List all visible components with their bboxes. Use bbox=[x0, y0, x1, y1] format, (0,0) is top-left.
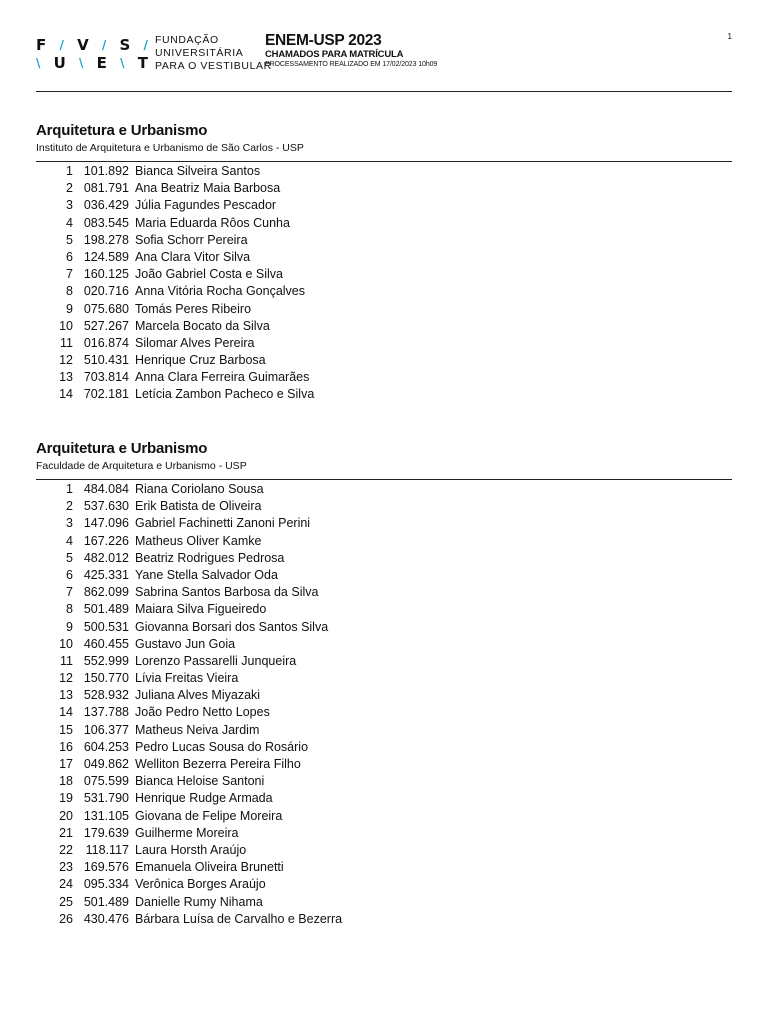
candidate-name: Henrique Cruz Barbosa bbox=[135, 353, 266, 368]
rank-number: 13 bbox=[59, 370, 73, 385]
candidate-name: João Pedro Netto Lopes bbox=[135, 705, 270, 720]
candidate-code: 083.545 bbox=[83, 215, 129, 230]
candidate-code: 167.226 bbox=[83, 533, 129, 548]
rank-number: 12 bbox=[59, 671, 73, 686]
table-row bbox=[36, 704, 732, 721]
candidate-code: 537.630 bbox=[83, 499, 129, 514]
rank-number: 16 bbox=[59, 739, 73, 754]
rank-number: 8 bbox=[66, 602, 73, 617]
table-row bbox=[36, 790, 732, 807]
logo-accent-mark: / bbox=[143, 38, 148, 52]
document-title-block bbox=[265, 33, 437, 70]
candidate-name: Júlia Fagundes Pescador bbox=[135, 198, 277, 213]
candidate-name: Emanuela Oliveira Brunetti bbox=[135, 860, 284, 875]
rank-number: 20 bbox=[59, 808, 73, 823]
table-row bbox=[36, 687, 732, 704]
candidate-code: 016.874 bbox=[83, 335, 129, 350]
institution-name: Faculdade de Arquitetura e Urbanismo - USP bbox=[36, 460, 247, 472]
foundation-name bbox=[155, 34, 272, 73]
document-title: ENEM-USP 2023 bbox=[265, 32, 382, 49]
candidate-name: Erik Batista de Oliveira bbox=[135, 499, 262, 514]
rank-number: 10 bbox=[59, 636, 73, 651]
table-row bbox=[36, 215, 732, 232]
course-title: Arquitetura e Urbanismo bbox=[36, 440, 208, 457]
rank-number: 13 bbox=[59, 688, 73, 703]
candidate-name: Giovana de Felipe Moreira bbox=[135, 808, 283, 823]
rank-number: 3 bbox=[66, 198, 73, 213]
rank-number: 12 bbox=[59, 353, 73, 368]
rank-number: 1 bbox=[66, 482, 73, 496]
rank-number: 9 bbox=[66, 619, 73, 634]
candidate-code: 160.125 bbox=[83, 267, 129, 282]
candidate-name: Guilherme Moreira bbox=[135, 825, 239, 840]
rank-number: 3 bbox=[66, 516, 73, 531]
table-row bbox=[36, 894, 732, 911]
table-row bbox=[36, 567, 732, 584]
table-row bbox=[36, 197, 732, 214]
candidate-code: 702.181 bbox=[83, 387, 129, 402]
candidate-code: 124.589 bbox=[83, 249, 129, 264]
course-section-1 bbox=[36, 122, 732, 404]
candidate-code: 020.716 bbox=[83, 284, 129, 299]
rank-number: 6 bbox=[66, 567, 73, 582]
rank-number: 5 bbox=[66, 550, 73, 565]
candidate-name: Bianca Heloise Santoni bbox=[135, 774, 265, 789]
candidate-code: 862.099 bbox=[83, 585, 129, 600]
rank-number: 2 bbox=[66, 499, 73, 514]
candidate-name: Pedro Lucas Sousa do Rosário bbox=[135, 739, 309, 754]
candidate-code: 081.791 bbox=[83, 181, 129, 196]
page-header bbox=[36, 30, 732, 74]
candidate-code: 528.932 bbox=[83, 688, 129, 703]
processing-timestamp: PROCESSAMENTO REALIZADO EM 17/02/2023 10h09 bbox=[265, 61, 438, 68]
table-row bbox=[36, 232, 732, 249]
table-row bbox=[36, 266, 732, 283]
table-row bbox=[36, 653, 732, 670]
candidate-code: 101.892 bbox=[83, 164, 129, 178]
logo-row-bottom bbox=[36, 54, 148, 72]
table-row bbox=[36, 739, 732, 756]
candidate-code: 106.377 bbox=[83, 722, 129, 737]
table-row bbox=[36, 756, 732, 773]
candidate-name: Bárbara Luísa de Carvalho e Bezerra bbox=[135, 911, 343, 926]
candidate-code: 131.105 bbox=[83, 808, 129, 823]
candidate-code: 147.096 bbox=[83, 516, 129, 531]
table-row bbox=[36, 515, 732, 532]
candidate-name: Giovanna Borsari dos Santos Silva bbox=[135, 619, 329, 634]
rank-number: 17 bbox=[59, 757, 73, 771]
table-row bbox=[36, 301, 732, 318]
logo-letter: T bbox=[137, 54, 148, 72]
candidate-code: 500.531 bbox=[83, 619, 129, 634]
header-divider bbox=[36, 91, 732, 92]
table-row bbox=[36, 481, 732, 498]
candidate-name: Anna Vitória Rocha Gonçalves bbox=[135, 284, 306, 299]
table-row bbox=[36, 352, 732, 369]
table-row bbox=[36, 722, 732, 739]
candidate-name: Maiara Silva Figueiredo bbox=[135, 602, 267, 617]
rank-number: 23 bbox=[59, 860, 73, 875]
logo-accent-mark: \ bbox=[79, 56, 84, 70]
foundation-line-1: FUNDAÇÃO bbox=[155, 34, 219, 46]
rank-number: 24 bbox=[59, 877, 73, 892]
candidate-name: Matheus Neiva Jardim bbox=[135, 722, 260, 737]
candidate-code: 036.429 bbox=[83, 198, 129, 213]
document-subtitle: CHAMADOS PARA MATRÍCULA bbox=[265, 49, 404, 60]
candidate-name: Danielle Rumy Nihama bbox=[135, 894, 263, 909]
candidate-code: 049.862 bbox=[83, 757, 129, 771]
table-row bbox=[36, 842, 732, 859]
table-row bbox=[36, 498, 732, 515]
logo-letter: S bbox=[119, 36, 131, 54]
candidate-code: 430.476 bbox=[83, 911, 129, 926]
table-row bbox=[36, 335, 732, 352]
candidate-code: 075.680 bbox=[83, 301, 129, 316]
rank-number: 1 bbox=[66, 164, 73, 178]
rank-number: 14 bbox=[59, 705, 73, 720]
candidate-code: 137.788 bbox=[83, 705, 129, 720]
candidate-code: 604.253 bbox=[83, 739, 129, 754]
candidate-code: 510.431 bbox=[83, 353, 129, 368]
candidate-name: Ana Beatriz Maia Barbosa bbox=[135, 181, 281, 196]
candidate-name: Gustavo Jun Goia bbox=[135, 636, 236, 651]
candidate-name: Gabriel Fachinetti Zanoni Perini bbox=[135, 516, 311, 531]
logo-letter: V bbox=[77, 36, 89, 54]
candidate-code: 425.331 bbox=[83, 567, 129, 582]
table-row bbox=[36, 318, 732, 335]
table-row bbox=[36, 249, 732, 266]
candidate-name: Verônica Borges Araújo bbox=[135, 877, 266, 892]
table-row bbox=[36, 636, 732, 653]
candidate-name: Yane Stella Salvador Oda bbox=[135, 567, 278, 582]
table-row bbox=[36, 584, 732, 601]
section-divider bbox=[36, 161, 732, 162]
table-row bbox=[36, 619, 732, 636]
table-row bbox=[36, 670, 732, 687]
logo-accent-mark: / bbox=[101, 38, 107, 52]
logo-letter: U bbox=[53, 54, 66, 72]
foundation-line-2: UNIVERSITÁRIA bbox=[155, 47, 244, 59]
candidate-name: Beatriz Rodrigues Pedrosa bbox=[135, 550, 285, 565]
candidate-code: 501.489 bbox=[83, 602, 129, 617]
candidate-name: Sabrina Santos Barbosa da Silva bbox=[135, 585, 319, 600]
table-row bbox=[36, 876, 732, 893]
candidate-code: 075.599 bbox=[83, 774, 129, 789]
candidate-code: 118.117 bbox=[85, 842, 129, 857]
candidate-name: Maria Eduarda Rôos Cunha bbox=[135, 215, 290, 230]
rank-number: 6 bbox=[66, 249, 73, 264]
table-row bbox=[36, 773, 732, 790]
rank-number: 25 bbox=[59, 894, 73, 909]
table-row bbox=[36, 911, 732, 928]
candidate-name: Marcela Bocato da Silva bbox=[135, 318, 270, 333]
logo-letter: F bbox=[36, 36, 47, 54]
candidate-name: Lívia Freitas Vieira bbox=[135, 671, 239, 686]
candidate-code: 198.278 bbox=[83, 232, 129, 247]
candidate-code: 527.267 bbox=[83, 318, 129, 333]
institution-name: Instituto de Arquitetura e Urbanismo de São Carlos - USP bbox=[36, 142, 304, 154]
candidate-name: Tomás Peres Ribeiro bbox=[135, 301, 252, 316]
logo-letter: E bbox=[96, 54, 107, 72]
candidate-name: Bianca Silveira Santos bbox=[135, 164, 261, 178]
candidate-code: 179.639 bbox=[83, 825, 129, 840]
table-row bbox=[36, 369, 732, 386]
rank-number: 15 bbox=[59, 722, 73, 737]
table-row bbox=[36, 163, 732, 180]
table-row bbox=[36, 386, 732, 403]
rank-number: 14 bbox=[59, 387, 73, 402]
candidate-name: Ana Clara Vitor Silva bbox=[135, 249, 251, 264]
rank-number: 19 bbox=[59, 791, 73, 806]
candidate-name: Silomar Alves Pereira bbox=[135, 335, 255, 350]
candidate-list bbox=[36, 163, 732, 404]
candidate-name: Juliana Alves Miyazaki bbox=[135, 688, 261, 703]
table-row bbox=[36, 550, 732, 567]
rank-number: 18 bbox=[59, 774, 73, 789]
table-row bbox=[36, 859, 732, 876]
rank-number: 11 bbox=[60, 335, 73, 350]
candidate-name: Anna Clara Ferreira Guimarães bbox=[135, 370, 310, 385]
table-row bbox=[36, 283, 732, 300]
table-row bbox=[36, 808, 732, 825]
table-row bbox=[36, 180, 732, 197]
rank-number: 9 bbox=[66, 301, 73, 316]
rank-number: 5 bbox=[66, 232, 73, 247]
candidate-name: Matheus Oliver Kamke bbox=[135, 533, 262, 548]
course-title: Arquitetura e Urbanismo bbox=[36, 122, 208, 139]
candidate-code: 552.999 bbox=[83, 653, 129, 668]
candidate-list bbox=[36, 481, 732, 928]
section-divider bbox=[36, 479, 732, 480]
candidate-name: Letícia Zambon Pacheco e Silva bbox=[135, 387, 315, 402]
table-row bbox=[36, 533, 732, 550]
candidate-code: 095.334 bbox=[83, 877, 129, 892]
table-row bbox=[36, 601, 732, 618]
table-row bbox=[36, 825, 732, 842]
foundation-line-3: PARA O VESTIBULAR bbox=[155, 60, 272, 72]
logo-accent-mark: / bbox=[59, 38, 64, 52]
candidate-name: Welliton Bezerra Pereira Filho bbox=[135, 757, 301, 771]
candidate-name: Laura Horsth Araújo bbox=[135, 842, 247, 857]
logo-accent-mark: \ bbox=[36, 56, 41, 70]
candidate-code: 531.790 bbox=[83, 791, 129, 806]
rank-number: 22 bbox=[59, 842, 73, 857]
candidate-name: Lorenzo Passarelli Junqueira bbox=[135, 653, 297, 668]
candidate-code: 460.455 bbox=[83, 636, 129, 651]
rank-number: 21 bbox=[59, 825, 73, 840]
candidate-code: 150.770 bbox=[83, 671, 129, 686]
rank-number: 10 bbox=[59, 318, 73, 333]
candidate-code: 501.489 bbox=[83, 894, 129, 909]
candidate-code: 482.012 bbox=[83, 550, 129, 565]
rank-number: 26 bbox=[59, 911, 73, 926]
fuvest-logo bbox=[36, 34, 148, 74]
rank-number: 8 bbox=[66, 284, 73, 299]
candidate-code: 169.576 bbox=[83, 860, 129, 875]
rank-number: 7 bbox=[66, 585, 73, 600]
candidate-code: 484.084 bbox=[83, 482, 129, 496]
rank-number: 7 bbox=[66, 267, 73, 282]
candidate-name: Sofia Schorr Pereira bbox=[135, 232, 248, 247]
rank-number: 4 bbox=[66, 215, 73, 230]
logo-accent-mark: \ bbox=[120, 56, 125, 70]
candidate-name: Henrique Rudge Armada bbox=[135, 791, 273, 806]
candidate-name: Riana Coriolano Sousa bbox=[135, 482, 264, 496]
page-number: 1 bbox=[727, 32, 732, 41]
rank-number: 11 bbox=[60, 653, 73, 668]
course-section-2 bbox=[36, 440, 732, 928]
rank-number: 2 bbox=[66, 181, 73, 196]
logo-row-top bbox=[36, 36, 148, 54]
candidate-code: 703.814 bbox=[83, 370, 129, 385]
rank-number: 4 bbox=[66, 533, 73, 548]
candidate-name: João Gabriel Costa e Silva bbox=[135, 267, 283, 282]
